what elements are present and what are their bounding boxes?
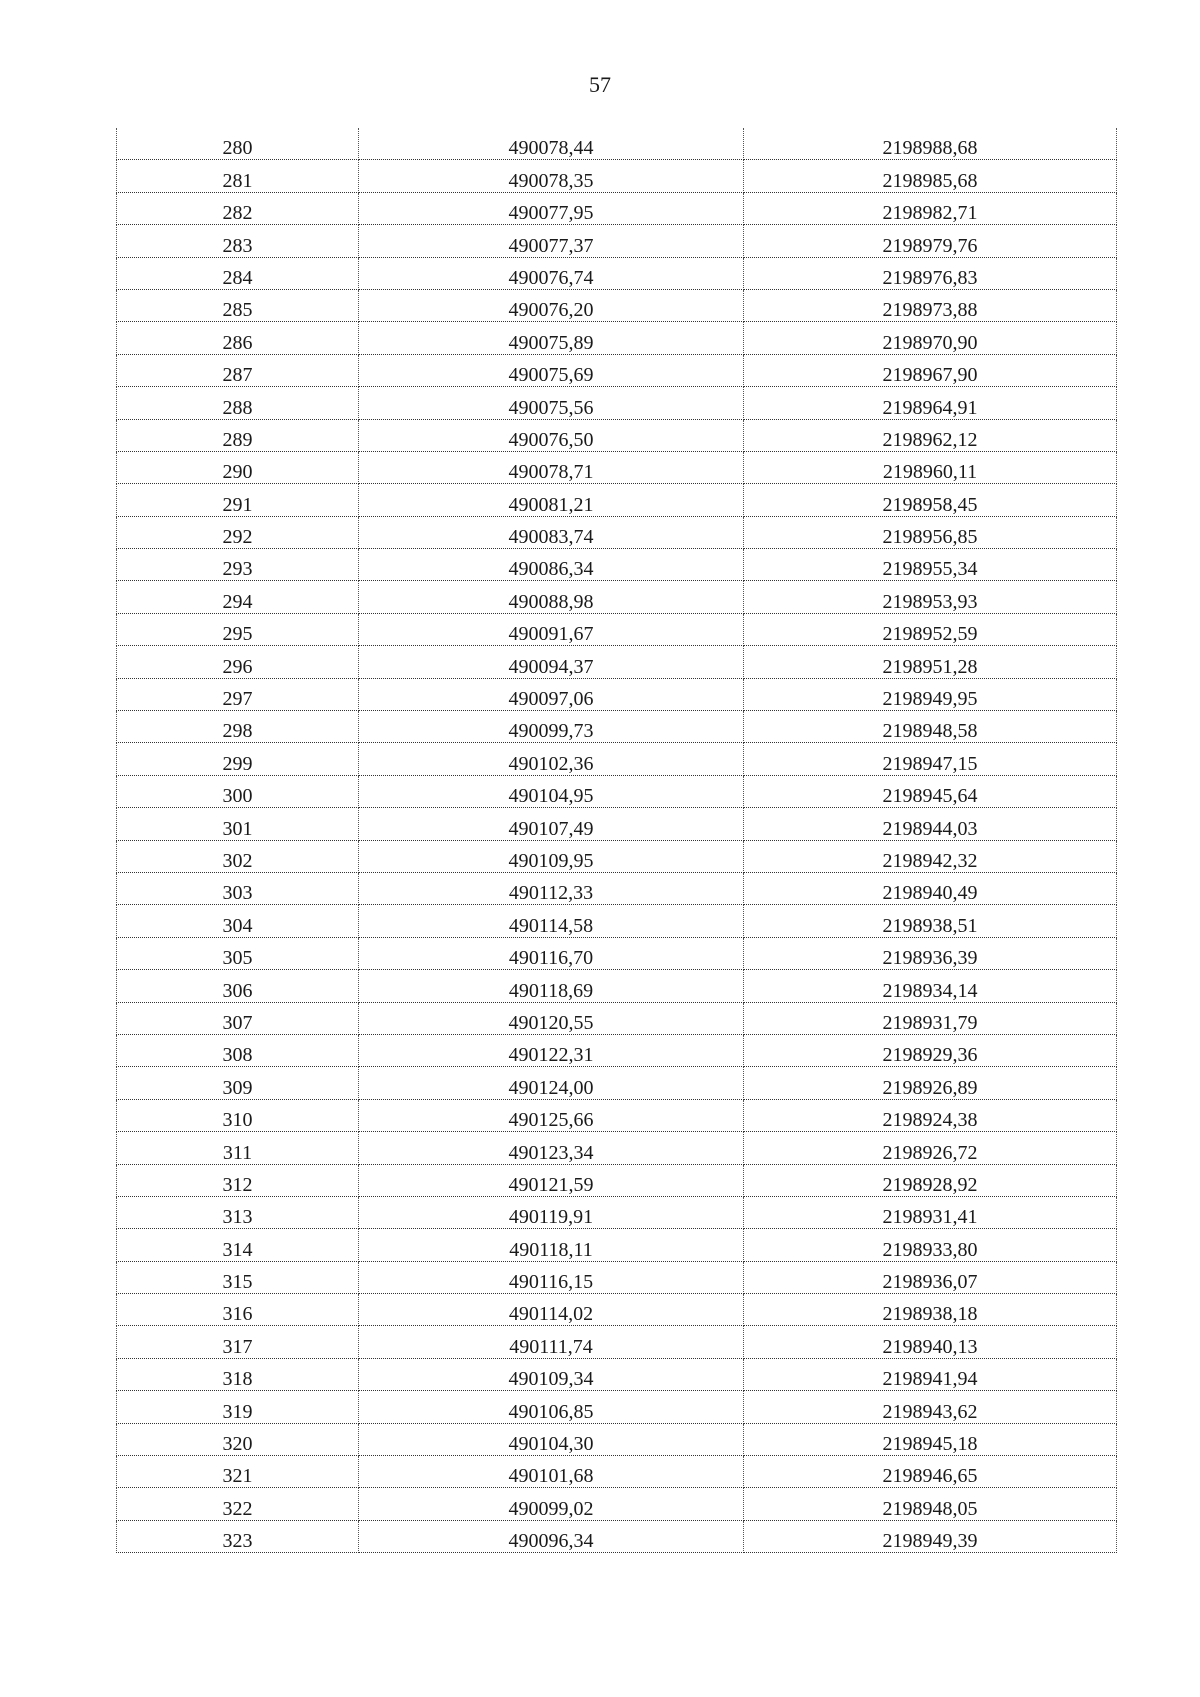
point-number-cell: 299: [117, 743, 359, 775]
x-coordinate-cell: 490119,91: [359, 1196, 744, 1228]
x-coordinate-cell: 490094,37: [359, 646, 744, 678]
point-number-cell: 308: [117, 1034, 359, 1066]
table-row: [117, 1391, 1117, 1423]
x-coordinate-cell: 490123,34: [359, 1132, 744, 1164]
table-row: [117, 646, 1117, 678]
point-number-cell: 316: [117, 1294, 359, 1326]
point-number-cell: 290: [117, 451, 359, 483]
y-coordinate-cell: 2198944,03: [744, 808, 1117, 840]
table-row: [117, 1294, 1117, 1326]
y-coordinate-cell: 2198943,62: [744, 1391, 1117, 1423]
table-row: [117, 743, 1117, 775]
table-row: [117, 678, 1117, 710]
table-row: [117, 549, 1117, 581]
x-coordinate-cell: 490096,34: [359, 1520, 744, 1552]
x-coordinate-cell: 490075,89: [359, 322, 744, 354]
x-coordinate-cell: 490081,21: [359, 484, 744, 516]
y-coordinate-cell: 2198988,68: [744, 128, 1117, 160]
point-number-cell: 282: [117, 192, 359, 224]
table-row: [117, 1132, 1117, 1164]
point-number-cell: 309: [117, 1067, 359, 1099]
table-row: [117, 1196, 1117, 1228]
y-coordinate-cell: 2198936,39: [744, 937, 1117, 969]
y-coordinate-cell: 2198970,90: [744, 322, 1117, 354]
x-coordinate-cell: 490111,74: [359, 1326, 744, 1358]
y-coordinate-cell: 2198942,32: [744, 840, 1117, 872]
point-number-cell: 307: [117, 1002, 359, 1034]
point-number-cell: 288: [117, 387, 359, 419]
table-row: [117, 1326, 1117, 1358]
table-body: [117, 128, 1117, 1553]
table-row: [117, 1067, 1117, 1099]
y-coordinate-cell: 2198947,15: [744, 743, 1117, 775]
x-coordinate-cell: 490101,68: [359, 1456, 744, 1488]
table-row: [117, 1488, 1117, 1520]
x-coordinate-cell: 490078,35: [359, 160, 744, 192]
y-coordinate-cell: 2198946,65: [744, 1456, 1117, 1488]
y-coordinate-cell: 2198982,71: [744, 192, 1117, 224]
y-coordinate-cell: 2198928,92: [744, 1164, 1117, 1196]
y-coordinate-cell: 2198979,76: [744, 225, 1117, 257]
x-coordinate-cell: 490076,20: [359, 289, 744, 321]
x-coordinate-cell: 490122,31: [359, 1034, 744, 1066]
table-row: [117, 711, 1117, 743]
y-coordinate-cell: 2198931,41: [744, 1196, 1117, 1228]
point-number-cell: 323: [117, 1520, 359, 1552]
table-row: [117, 1520, 1117, 1552]
x-coordinate-cell: 490077,37: [359, 225, 744, 257]
coordinates-table: [116, 128, 1117, 1553]
y-coordinate-cell: 2198951,28: [744, 646, 1117, 678]
y-coordinate-cell: 2198934,14: [744, 970, 1117, 1002]
table-row: [117, 1002, 1117, 1034]
table-row: [117, 872, 1117, 904]
y-coordinate-cell: 2198936,07: [744, 1261, 1117, 1293]
y-coordinate-cell: 2198960,11: [744, 451, 1117, 483]
point-number-cell: 280: [117, 128, 359, 160]
y-coordinate-cell: 2198976,83: [744, 257, 1117, 289]
point-number-cell: 295: [117, 613, 359, 645]
point-number-cell: 302: [117, 840, 359, 872]
table-row: [117, 1164, 1117, 1196]
point-number-cell: 285: [117, 289, 359, 321]
x-coordinate-cell: 490075,69: [359, 354, 744, 386]
table-row: [117, 192, 1117, 224]
point-number-cell: 321: [117, 1456, 359, 1488]
point-number-cell: 317: [117, 1326, 359, 1358]
point-number-cell: 281: [117, 160, 359, 192]
table-row: [117, 581, 1117, 613]
y-coordinate-cell: 2198973,88: [744, 289, 1117, 321]
point-number-cell: 291: [117, 484, 359, 516]
table-row: [117, 1229, 1117, 1261]
y-coordinate-cell: 2198964,91: [744, 387, 1117, 419]
x-coordinate-cell: 490091,67: [359, 613, 744, 645]
x-coordinate-cell: 490075,56: [359, 387, 744, 419]
table-row: [117, 1261, 1117, 1293]
table-row: [117, 322, 1117, 354]
table-row: [117, 840, 1117, 872]
y-coordinate-cell: 2198945,18: [744, 1423, 1117, 1455]
table-row: [117, 970, 1117, 1002]
y-coordinate-cell: 2198945,64: [744, 775, 1117, 807]
x-coordinate-cell: 490076,74: [359, 257, 744, 289]
point-number-cell: 305: [117, 937, 359, 969]
point-number-cell: 289: [117, 419, 359, 451]
table-row: [117, 257, 1117, 289]
y-coordinate-cell: 2198949,95: [744, 678, 1117, 710]
table-row: [117, 289, 1117, 321]
point-number-cell: 286: [117, 322, 359, 354]
y-coordinate-cell: 2198924,38: [744, 1099, 1117, 1131]
y-coordinate-cell: 2198940,13: [744, 1326, 1117, 1358]
y-coordinate-cell: 2198926,72: [744, 1132, 1117, 1164]
table-row: [117, 1456, 1117, 1488]
y-coordinate-cell: 2198938,18: [744, 1294, 1117, 1326]
x-coordinate-cell: 490112,33: [359, 872, 744, 904]
x-coordinate-cell: 490097,06: [359, 678, 744, 710]
table-row: [117, 808, 1117, 840]
x-coordinate-cell: 490076,50: [359, 419, 744, 451]
x-coordinate-cell: 490077,95: [359, 192, 744, 224]
point-number-cell: 306: [117, 970, 359, 1002]
point-number-cell: 297: [117, 678, 359, 710]
table-row: [117, 354, 1117, 386]
x-coordinate-cell: 490118,11: [359, 1229, 744, 1261]
table-row: [117, 937, 1117, 969]
table-row: [117, 1099, 1117, 1131]
table-row: [117, 1034, 1117, 1066]
table-row: [117, 1358, 1117, 1390]
y-coordinate-cell: 2198958,45: [744, 484, 1117, 516]
y-coordinate-cell: 2198949,39: [744, 1520, 1117, 1552]
table-row: [117, 1423, 1117, 1455]
y-coordinate-cell: 2198926,89: [744, 1067, 1117, 1099]
table-row: [117, 905, 1117, 937]
point-number-cell: 301: [117, 808, 359, 840]
y-coordinate-cell: 2198948,05: [744, 1488, 1117, 1520]
x-coordinate-cell: 490121,59: [359, 1164, 744, 1196]
x-coordinate-cell: 490125,66: [359, 1099, 744, 1131]
x-coordinate-cell: 490104,30: [359, 1423, 744, 1455]
x-coordinate-cell: 490116,15: [359, 1261, 744, 1293]
y-coordinate-cell: 2198952,59: [744, 613, 1117, 645]
table-row: [117, 484, 1117, 516]
point-number-cell: 315: [117, 1261, 359, 1293]
point-number-cell: 283: [117, 225, 359, 257]
point-number-cell: 294: [117, 581, 359, 613]
x-coordinate-cell: 490104,95: [359, 775, 744, 807]
point-number-cell: 320: [117, 1423, 359, 1455]
point-number-cell: 319: [117, 1391, 359, 1423]
x-coordinate-cell: 490083,74: [359, 516, 744, 548]
x-coordinate-cell: 490099,02: [359, 1488, 744, 1520]
table-row: [117, 613, 1117, 645]
x-coordinate-cell: 490106,85: [359, 1391, 744, 1423]
y-coordinate-cell: 2198933,80: [744, 1229, 1117, 1261]
y-coordinate-cell: 2198967,90: [744, 354, 1117, 386]
x-coordinate-cell: 490118,69: [359, 970, 744, 1002]
x-coordinate-cell: 490124,00: [359, 1067, 744, 1099]
x-coordinate-cell: 490078,44: [359, 128, 744, 160]
point-number-cell: 287: [117, 354, 359, 386]
point-number-cell: 284: [117, 257, 359, 289]
table-row: [117, 387, 1117, 419]
y-coordinate-cell: 2198956,85: [744, 516, 1117, 548]
y-coordinate-cell: 2198955,34: [744, 549, 1117, 581]
y-coordinate-cell: 2198962,12: [744, 419, 1117, 451]
point-number-cell: 303: [117, 872, 359, 904]
x-coordinate-cell: 490107,49: [359, 808, 744, 840]
x-coordinate-cell: 490109,34: [359, 1358, 744, 1390]
y-coordinate-cell: 2198929,36: [744, 1034, 1117, 1066]
page-number: 57: [589, 72, 611, 97]
table-row: [117, 451, 1117, 483]
point-number-cell: 318: [117, 1358, 359, 1390]
x-coordinate-cell: 490099,73: [359, 711, 744, 743]
x-coordinate-cell: 490116,70: [359, 937, 744, 969]
point-number-cell: 313: [117, 1196, 359, 1228]
point-number-cell: 312: [117, 1164, 359, 1196]
table-row: [117, 516, 1117, 548]
point-number-cell: 314: [117, 1229, 359, 1261]
y-coordinate-cell: 2198940,49: [744, 872, 1117, 904]
x-coordinate-cell: 490120,55: [359, 1002, 744, 1034]
point-number-cell: 296: [117, 646, 359, 678]
x-coordinate-cell: 490088,98: [359, 581, 744, 613]
y-coordinate-cell: 2198948,58: [744, 711, 1117, 743]
point-number-cell: 293: [117, 549, 359, 581]
point-number-cell: 300: [117, 775, 359, 807]
table-row: [117, 128, 1117, 160]
table-row: [117, 160, 1117, 192]
table-row: [117, 775, 1117, 807]
table-row: [117, 225, 1117, 257]
point-number-cell: 298: [117, 711, 359, 743]
point-number-cell: 304: [117, 905, 359, 937]
y-coordinate-cell: 2198931,79: [744, 1002, 1117, 1034]
x-coordinate-cell: 490086,34: [359, 549, 744, 581]
point-number-cell: 322: [117, 1488, 359, 1520]
x-coordinate-cell: 490114,58: [359, 905, 744, 937]
y-coordinate-cell: 2198938,51: [744, 905, 1117, 937]
table-row: [117, 419, 1117, 451]
point-number-cell: 292: [117, 516, 359, 548]
point-number-cell: 310: [117, 1099, 359, 1131]
y-coordinate-cell: 2198985,68: [744, 160, 1117, 192]
x-coordinate-cell: 490109,95: [359, 840, 744, 872]
x-coordinate-cell: 490114,02: [359, 1294, 744, 1326]
y-coordinate-cell: 2198953,93: [744, 581, 1117, 613]
y-coordinate-cell: 2198941,94: [744, 1358, 1117, 1390]
x-coordinate-cell: 490102,36: [359, 743, 744, 775]
point-number-cell: 311: [117, 1132, 359, 1164]
x-coordinate-cell: 490078,71: [359, 451, 744, 483]
